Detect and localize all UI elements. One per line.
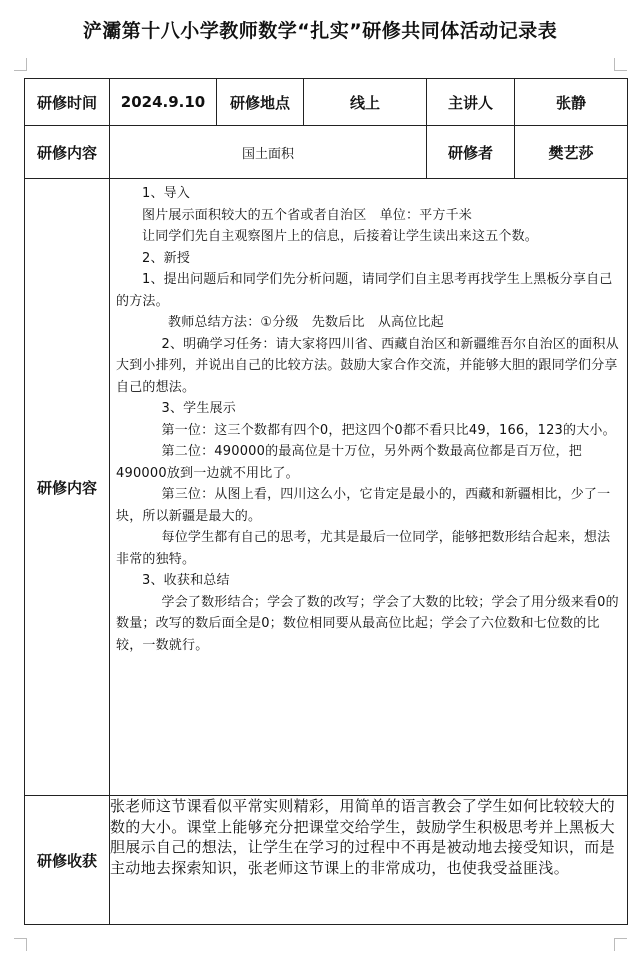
section-summary-heading: 3、收获和总结 [142,573,230,588]
speaker-value: 张静 [515,79,628,126]
place-label: 研修地点 [217,79,304,126]
table-row-details [25,179,628,796]
record-table [24,78,628,925]
section-display-heading: 3、学生展示 [161,401,236,416]
paragraph: 1、提出问题后和同学们先分析问题，请同学们自主思考再找学生上黑板分享自己的方法。 [116,272,613,309]
researcher-value: 樊艺莎 [515,126,628,179]
researcher-label: 研修者 [427,126,515,179]
crop-mark-top-right [614,58,627,71]
paragraph: 2、明确学习任务：请大家将四川省、西藏自治区和新疆维吾尔自治区的面积从大到小排列，并说出自己的比较方法。鼓励大家合作交流，并能够大胆的跟同学们分享自己的想法。 [116,336,619,395]
crop-mark-bottom-right [614,938,627,951]
harvest-text: 张老师这节课看似平常实则精彩，用简单的语言教会了学生如何比较较大的数的大小。课堂上能够充分把课堂交给学生，鼓励学生积极思考并上黑板大胆展示自己的想法，让学生在学习的过程中不再是被动地去接受知识，而是主动地去探索知识，张老师这节课上的非常成功，也使我受益匪浅。 [110,796,628,925]
paragraph: 让同学们先自主观察图片上的信息，后接着让学生读出来这五个数。 [142,229,539,244]
document-title: 浐灞第十八小学教师数学“扎实”研修共同体活动记录表 [82,20,558,42]
crop-mark-bottom-left [14,938,27,951]
table-row-topic [25,126,628,179]
table-row-time [25,79,628,126]
speaker-label: 主讲人 [427,79,515,126]
paragraph: 教师总结方法：①分级 先数后比 从高位比起 [168,315,444,330]
crop-mark-top-left [14,58,27,71]
details-cell [110,179,628,796]
section-intro-heading: 1、导入 [142,186,191,201]
paragraph: 第一位：这三个数都有四个0，把这四个0都不看只比49，166，123的大小。 [161,422,616,438]
harvest-label: 研修收获 [25,796,110,925]
paragraph: 学会了数形结合；学会了数的改写；学会了大数的比较；学会了用分级来看0的数量；改写的数后面全是0；数位相同要从最高位比起；学会了六位数和七位数的比较，一数就行。 [116,594,619,653]
table-row-harvest [25,796,628,925]
time-label: 研修时间 [25,79,110,126]
content-label: 研修内容 [25,126,110,179]
paragraph: 第三位：从图上看，四川这么小，它肯定是最小的，西藏和新疆相比，少了一块，所以新疆是最大的。 [116,487,611,524]
place-value: 线上 [304,79,427,126]
topic-value: 国土面积 [110,126,427,179]
details-label: 研修内容 [25,179,110,796]
section-new-heading: 2、新授 [142,250,191,266]
time-value: 2024.9.10 [110,79,217,126]
paragraph: 每位学生都有自己的思考，尤其是最后一位同学，能够把数形结合起来，想法非常的独特。 [116,530,611,567]
paragraph: 图片展示面积较大的五个省或者自治区 单位：平方千米 [142,207,473,223]
paragraph: 第二位：490000的最高位是十万位，另外两个数最高位都是百万位，把490000放到一边就不用比了。 [116,444,582,481]
